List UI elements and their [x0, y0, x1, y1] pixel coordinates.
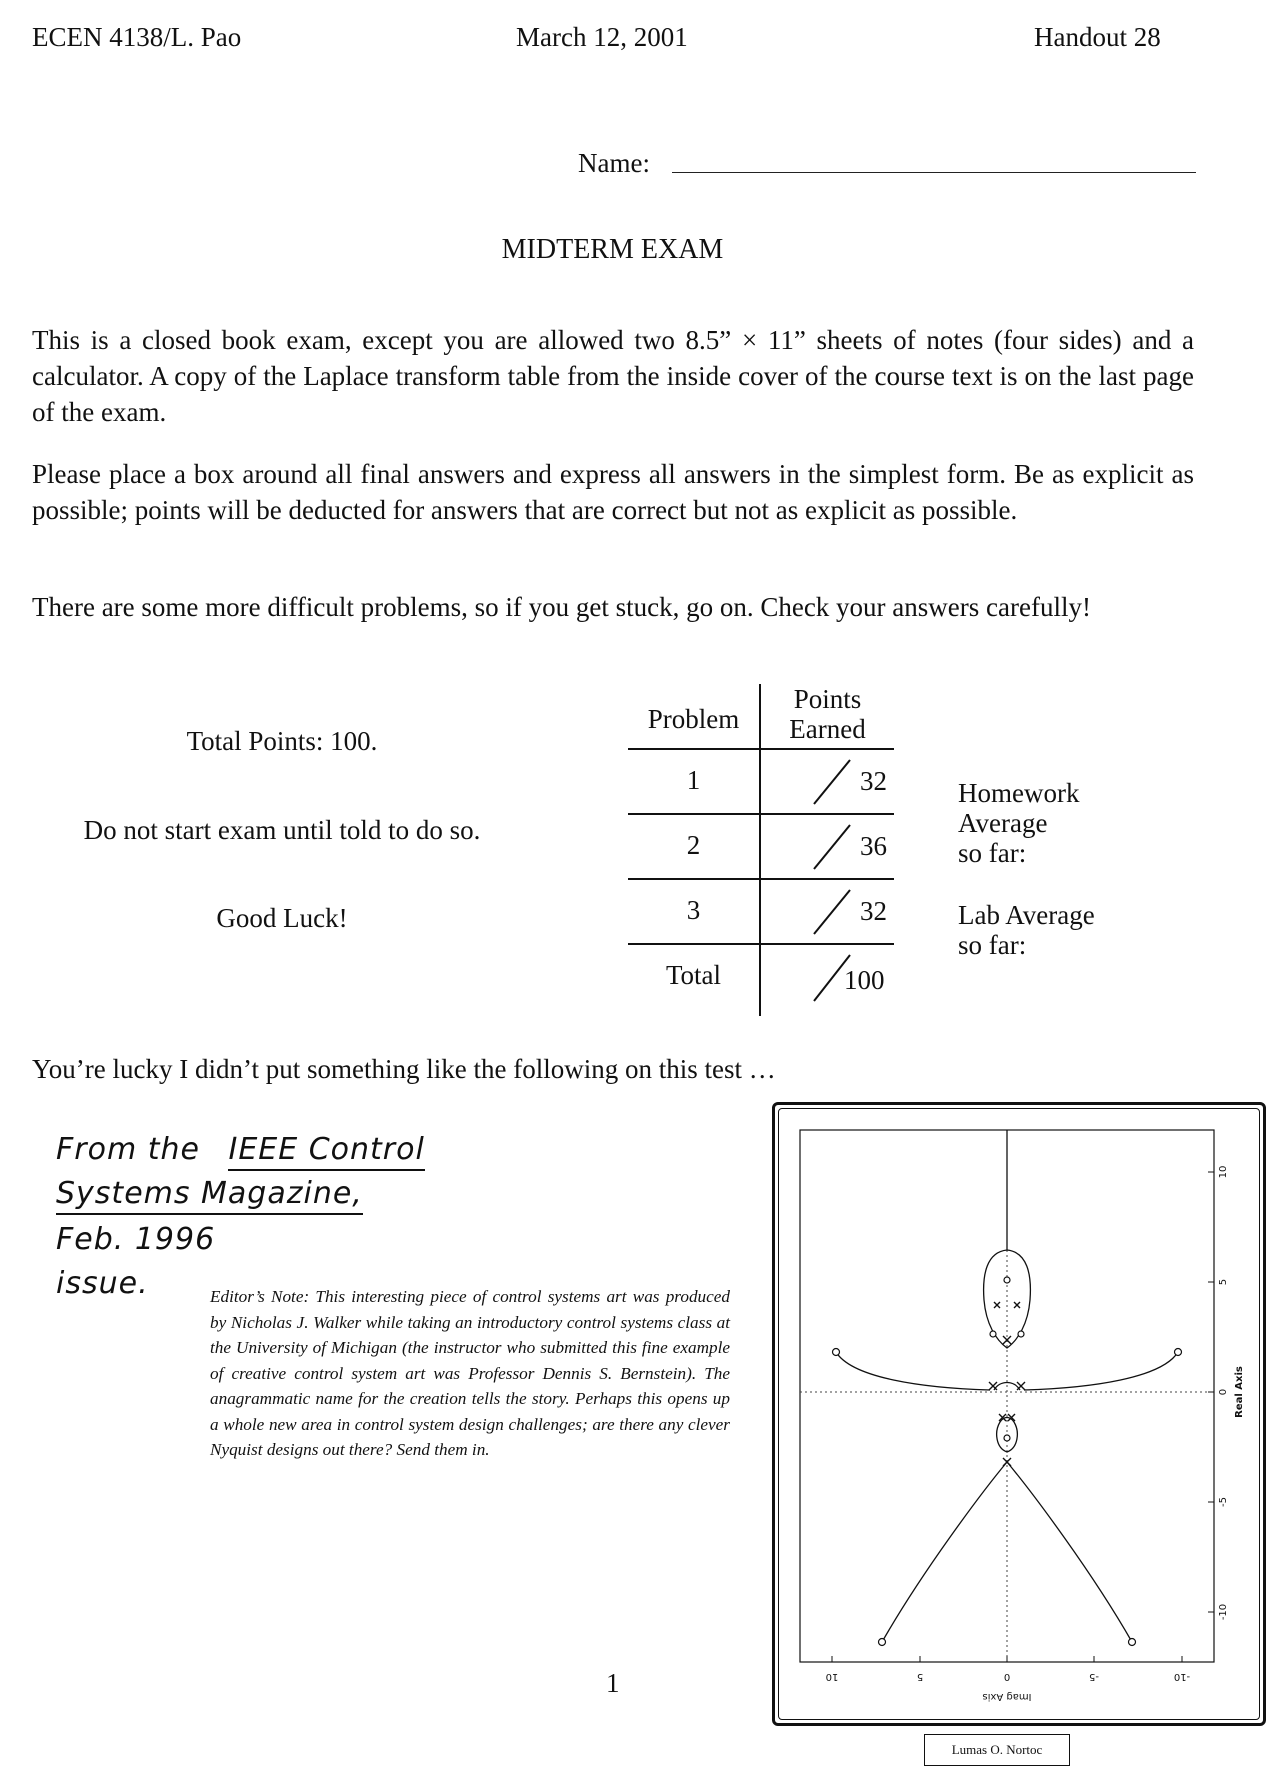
plot-caption: Lumas O. Nortoc	[924, 1734, 1070, 1766]
table-rule	[628, 748, 894, 750]
lucky-line: You’re lucky I didn’t put something like the following on this test …	[32, 1054, 776, 1084]
handwritten-line	[56, 1132, 425, 1167]
score-table	[628, 684, 894, 1016]
name-field-line[interactable]	[672, 172, 1196, 173]
handwritten-line: Feb. 1996	[56, 1222, 216, 1257]
instructions-paragraph-1: This is a closed book exam, except you are allowed two 8.5” × 11” sheets of notes (four sides) and a calculator. A copy of the Laplace transform table from the inside cover of the course text is on the last page of the exam.	[32, 325, 1194, 427]
editor-note: Editor’s Note: This interesting piece of control systems art was produced by Nicholas J. Walker while taking an introductory control systems class at the University of Michigan (the instructor who submitted this fine example of creative control system art was Professor Dennis S. Bernstein). The anagrammatic name for the creation tells the story. Perhaps this opens up a whole new area in control system design challenges; are there any clever Nyquist designs out there? Send them in.	[210, 1287, 730, 1459]
points-earned-value: 36	[860, 831, 887, 861]
exam-title: MIDTERM EXAM	[501, 234, 724, 265]
homework-average	[958, 778, 1079, 868]
table-rule	[628, 813, 894, 815]
homework-average-line: Average	[958, 808, 1048, 838]
right-tick-label: 10	[1218, 1165, 1229, 1179]
locus-arm-left	[836, 1352, 990, 1390]
right-tick-label: 0	[1218, 1388, 1229, 1396]
right-tick-label: -5	[1218, 1497, 1229, 1507]
handwritten-line	[56, 1176, 363, 1211]
col-header-points: Points	[793, 684, 862, 714]
bottom-tick-label: 10	[825, 1671, 839, 1682]
bottom-axis-label: Imag Axis	[982, 1691, 1032, 1702]
handout-header: Handout 28	[1034, 22, 1161, 52]
points-earned-value: 100	[844, 965, 885, 995]
locus-leg-left	[882, 1462, 1007, 1642]
homework-average-line: so far:	[958, 838, 1027, 868]
handwritten-line: issue.	[56, 1266, 149, 1301]
bottom-axis-ticks	[832, 1656, 1182, 1662]
table-row-problem: 2	[686, 830, 701, 860]
bottom-tick-label: -5	[1089, 1671, 1099, 1682]
slash-mark-icon	[812, 886, 856, 938]
right-axis-label: Real Axis	[1234, 1366, 1245, 1418]
total-points-text: Total Points: 100.	[186, 726, 378, 756]
lab-average-line: so far:	[958, 930, 1027, 960]
name-label: Name:	[578, 148, 650, 178]
homework-average-line: Homework	[958, 778, 1080, 808]
bottom-tick-label: -10	[1173, 1671, 1191, 1682]
course-header: ECEN 4138/L. Pao	[32, 22, 242, 52]
locus-arm-right	[1024, 1352, 1178, 1390]
right-tick-label: -10	[1218, 1603, 1229, 1621]
slash-mark-icon	[812, 756, 856, 808]
do-not-start-text: Do not start exam until told to do so.	[83, 815, 481, 845]
instructions-paragraph-2: Please place a box around all final answers and express all answers in the simplest form. Be as explicit as possible; points will be deducted for answers that are correct but not as explicit as possible.	[32, 459, 1194, 525]
date-header: March 12, 2001	[516, 22, 688, 52]
slash-mark-icon	[812, 821, 856, 873]
table-row-problem: Total	[665, 960, 722, 990]
right-axis-ticks	[1208, 1172, 1214, 1612]
good-luck-text: Good Luck!	[216, 903, 348, 933]
instructions-paragraph-3: There are some more difficult problems, so if you get stuck, go on. Check your answers carefully!	[32, 592, 1091, 622]
handwritten-underlined-text: Systems Magazine,	[56, 1176, 363, 1215]
bottom-tick-label: 0	[1003, 1671, 1011, 1682]
page-number: 1	[606, 1668, 620, 1698]
points-earned-value: 32	[860, 766, 887, 796]
table-rule	[628, 878, 894, 880]
table-row-problem: 3	[686, 895, 701, 925]
handwritten-text: From the	[56, 1132, 200, 1167]
lab-average	[958, 900, 1095, 960]
root-locus-plot	[772, 1102, 1266, 1726]
lab-average-line: Lab Average	[958, 900, 1095, 930]
col-header-problem: Problem	[647, 704, 740, 734]
locus-leg-right	[1007, 1462, 1132, 1642]
points-earned-value: 32	[860, 896, 887, 926]
col-header-earned: Earned	[789, 714, 866, 744]
table-row-problem: 1	[686, 765, 701, 795]
bottom-tick-label: 5	[916, 1671, 924, 1682]
handwritten-underlined-text: IEEE Control	[228, 1132, 424, 1171]
right-tick-label: 5	[1218, 1278, 1229, 1286]
table-rule	[628, 943, 894, 945]
